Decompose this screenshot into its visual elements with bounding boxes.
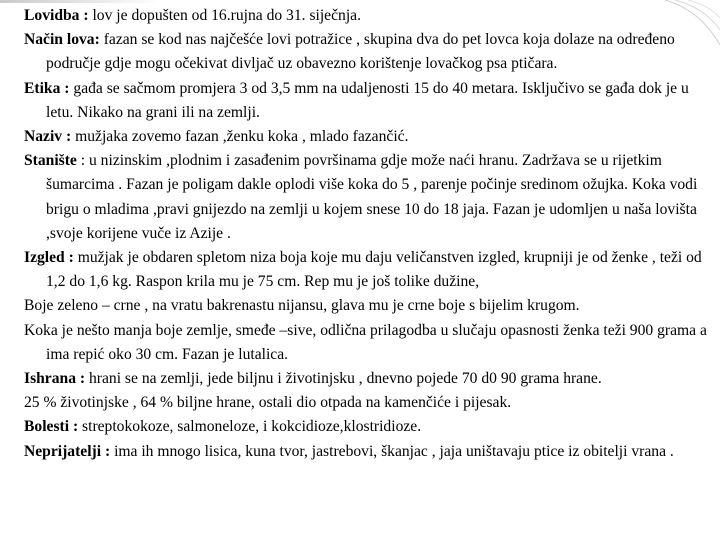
- document-body: [24, 4, 714, 464]
- paragraph-text: fazan se kod nas najčešće lovi potražice , skupina dva do pet lovca koja dolaze na određeno područje gdje mogu očekivat divljač uz obavezno korištenje lovačkog psa ptičara.: [46, 31, 675, 73]
- paragraph-bolesti: [24, 415, 714, 439]
- paragraph-label: Naziv :: [24, 128, 72, 146]
- paragraph-label: Ishrana :: [24, 370, 86, 388]
- paragraph-text: ima ih mnogo lisica, kuna tvor, jastrebovi, škanjac , jaja uništavaju ptice iz obitelji vrana .: [110, 442, 674, 460]
- paragraph-label: Neprijatelji :: [24, 442, 111, 460]
- paragraph-nacin-lova: [24, 28, 714, 76]
- paragraph-text: 25 % životinjske , 64 % biljne hrane, ostali dio otpada na kamenčiće i pijesak.: [24, 394, 512, 412]
- paragraph-neprijatelji: [24, 440, 714, 464]
- paragraph-text: Boje zeleno – crne , na vratu bakrenastu nijansu, glava mu je crne boje s bijelim krugom.: [24, 297, 580, 315]
- paragraph-text: Koka je nešto manja boje zemlje, smeđe –sive, odlična prilagodba u slučaju opasnosti ženka teži 900 grama a ima repić oko 30 cm. Fazan je lutalica.: [24, 321, 707, 363]
- paragraph-text: mužjaka zovemo fazan ,ženku koka , mlado fazančić.: [71, 128, 409, 146]
- paragraph-text: mužjak je obdaren spletom niza boja koje mu daju veličanstven izgled, krupniji je od ženke , teži od 1,2 do 1,6 kg. Raspon krila mu je 75 cm. Rep mu je još tolike dužine,: [46, 249, 702, 291]
- paragraph-text: streptokokoze, salmoneloze, i kokcidioze,klostridioze.: [78, 418, 422, 436]
- paragraph-label: Bolesti :: [24, 418, 79, 436]
- paragraph-text: : u nizinskim ,plodnim i zasađenim površinama gdje može naći hranu. Zadržava se u rijetkim šumarcima . Fazan je poligam dakle oplodi više koka do 5 , parenje počinje sredinom ožujka. Koka vodi brigu o mladima ,pravi gnijezdo na zemlji u kojem snese 10 do 18 jaja. Fazan je udomljen u naša lovišta ,svoje korijene vuče iz Azije .: [46, 152, 698, 242]
- paragraph-label: Etika :: [24, 79, 70, 97]
- paragraph-lovidba: [24, 4, 714, 28]
- paragraph-label: Način lova:: [24, 31, 100, 49]
- paragraph-etika: [24, 77, 714, 125]
- paragraph-koka: [24, 319, 714, 367]
- paragraph-label: Izgled :: [24, 249, 74, 267]
- paragraph-text: gađa se sačmom promjera 3 od 3,5 mm na udaljenosti 15 do 40 metara. Isključivo se gađa dok je u letu. Nikako na grani ili na zemlji.: [46, 79, 689, 121]
- paragraph-label: Stanište: [24, 152, 77, 170]
- paragraph-text: hrani se na zemlji, jede biljnu i životinjsku , dnevno pojede 70 d0 90 grama hrane.: [85, 370, 602, 388]
- paragraph-staniste: [24, 149, 714, 246]
- paragraph-izgled: [24, 246, 714, 294]
- paragraph-boje: [24, 294, 714, 318]
- paragraph-text: lov je dopušten od 16.rujna do 31. siječnja.: [88, 7, 361, 24]
- paragraph-postotci: [24, 391, 714, 415]
- decorative-corner-line: [0, 0, 160, 3]
- paragraph-naziv: [24, 125, 714, 149]
- paragraph-label: Lovidba :: [24, 7, 89, 24]
- paragraph-ishrana: [24, 367, 714, 391]
